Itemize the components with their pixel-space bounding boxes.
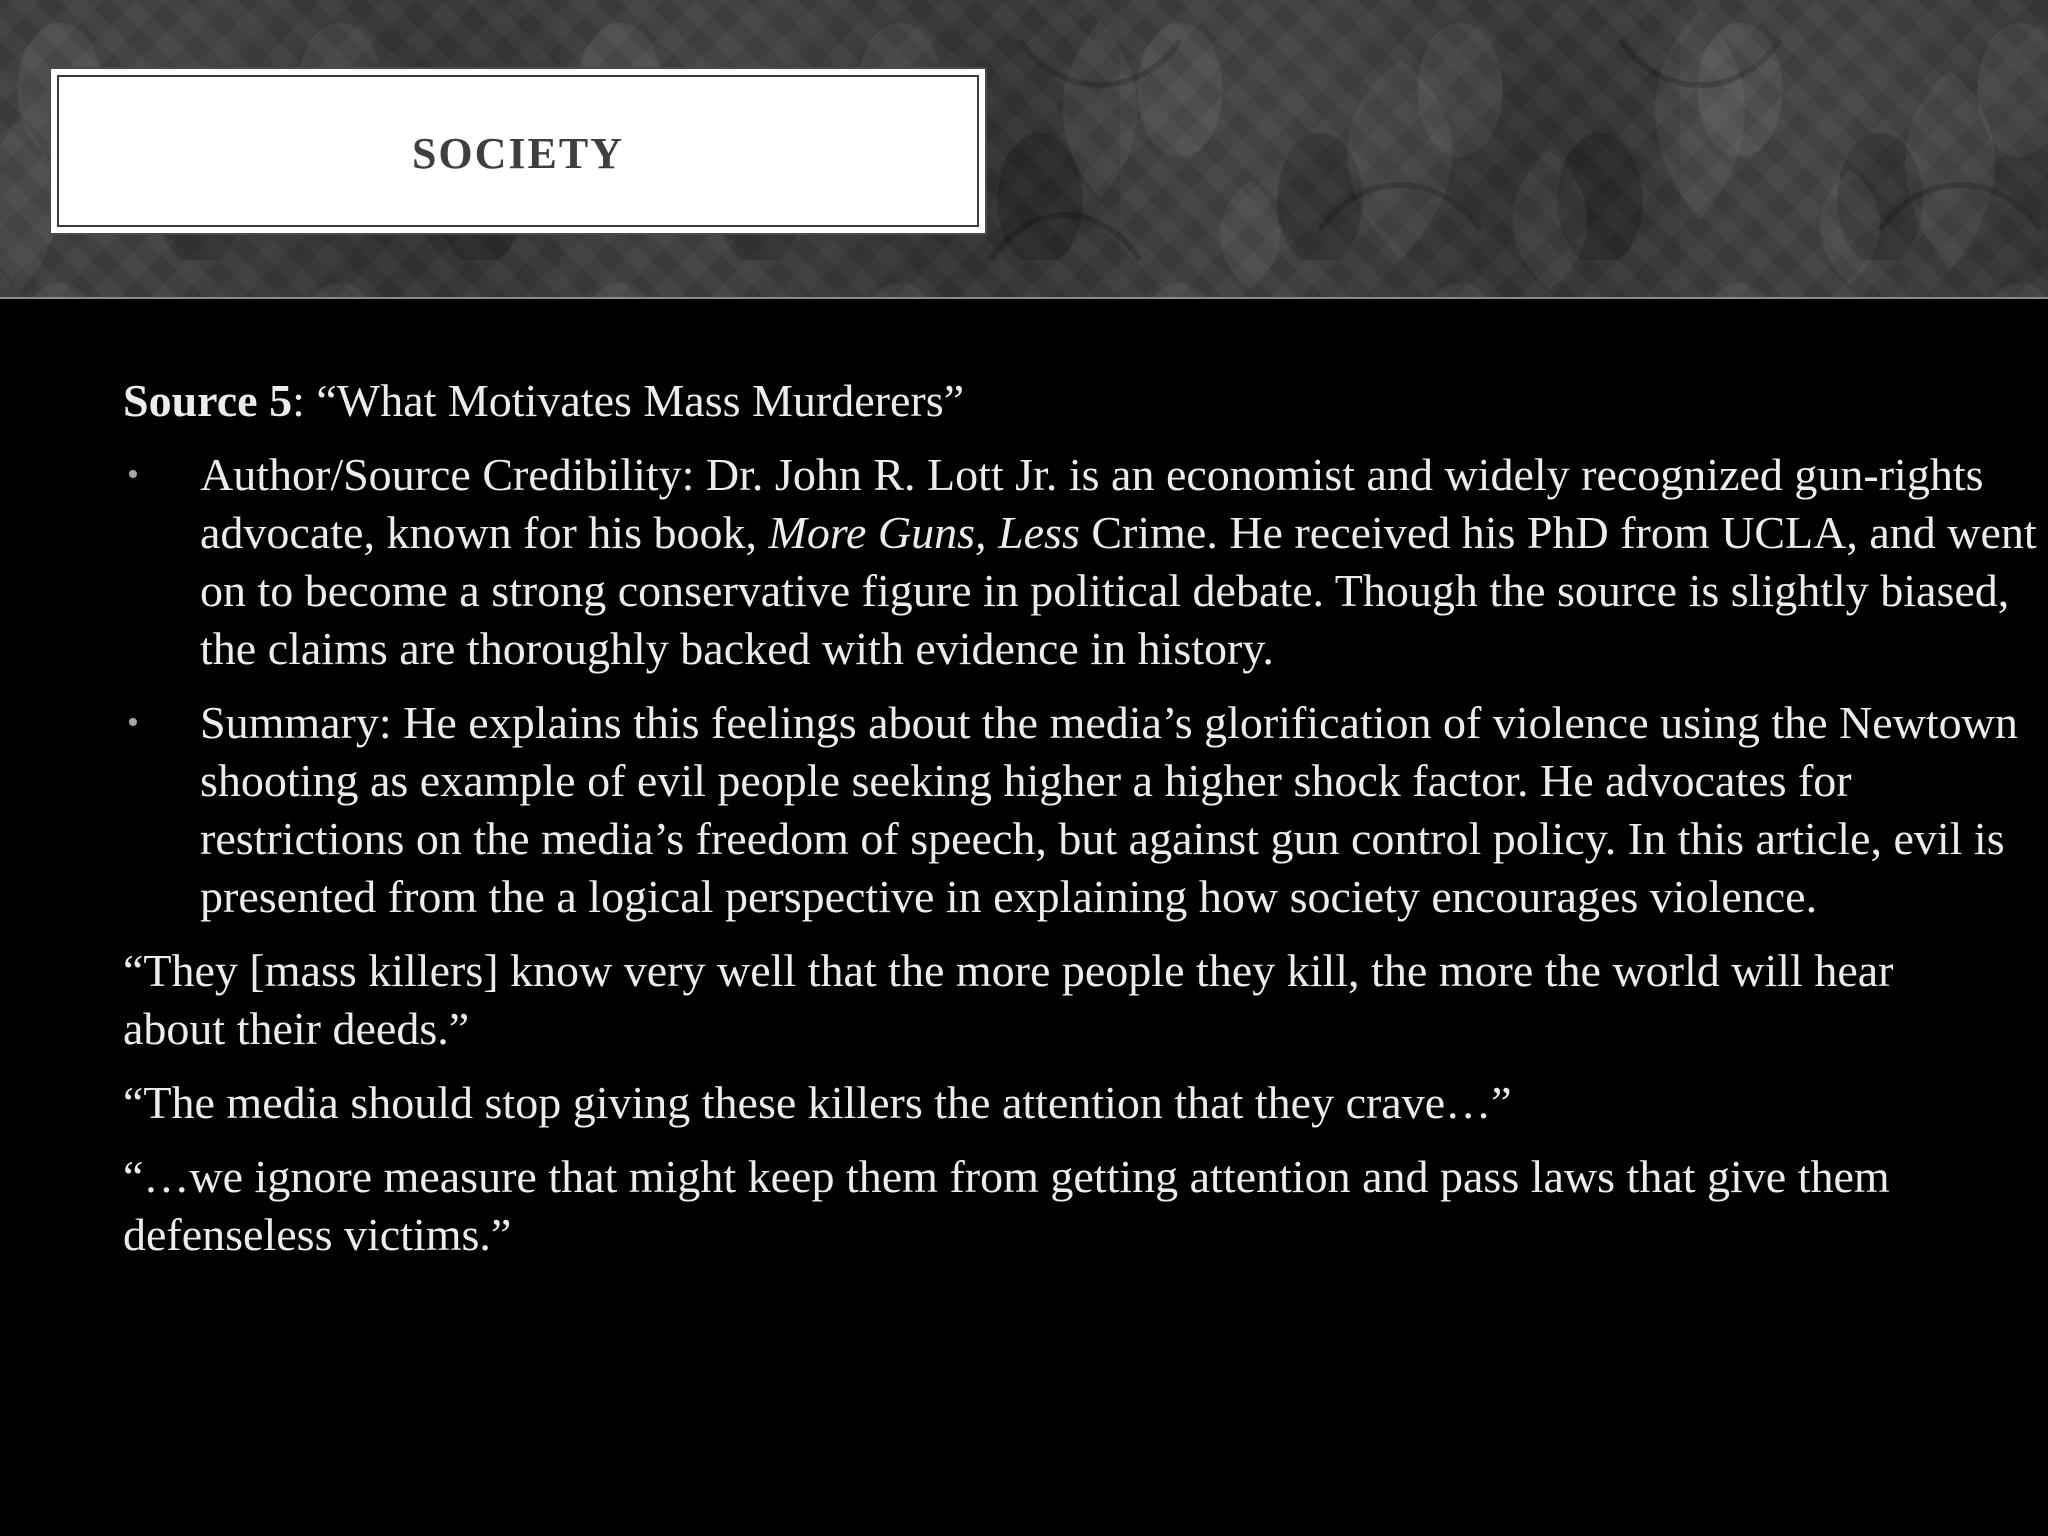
quote-2: “The media should stop giving these killers the attention that they crave…”: [123, 1077, 1512, 1128]
bullet-summary: [123, 694, 2048, 926]
title-box-inner-frame: [57, 75, 979, 227]
quote-3: “…we ignore measure that might keep them from getting attention and pass laws that give them defenseless victims.”: [123, 1151, 1890, 1260]
bullet-list: [123, 446, 2037, 926]
book-title: More Guns, Less: [768, 507, 1080, 558]
header-divider: [0, 297, 2048, 299]
title-box: [49, 67, 987, 235]
bullet-icon: •: [127, 456, 139, 493]
source-label: Source 5: [123, 375, 293, 426]
credibility-text-part-3: Crime. He received his PhD from UCLA, and went on to become a strong conservative figure in political debate. Though the source is slightly biased, the claims are thoroughly backed with evidence in history.: [200, 507, 2037, 674]
slide-body: [123, 372, 2037, 1280]
bullet-credibility: [123, 446, 2048, 678]
summary-text: Summary: He explains this feelings about the media’s glorification of violence using the Newtown shooting as example of evil people seeking higher a higher shock factor. He advocates for restrictions on the media’s freedom of speech, but against gun control policy. In this article, evil is presented from the a logical perspective in explaining how society encourages violence.: [200, 697, 2018, 922]
quote-1: “They [mass killers] know very well that the more people they kill, the more the world will hear about their deeds.”: [123, 945, 1894, 1054]
slide-title: SOCIETY: [411, 128, 625, 178]
source-heading: [123, 372, 1943, 430]
source-separator: :: [292, 375, 317, 426]
source-title: “What Motivates Mass Murderers”: [316, 375, 965, 426]
credibility-text-part-1: Author/Source Credibility: Dr. John R. Lott Jr. is an economist and widely recognized gun-rights advocate, known for his book,: [200, 449, 1984, 558]
bullet-icon: •: [127, 704, 139, 741]
